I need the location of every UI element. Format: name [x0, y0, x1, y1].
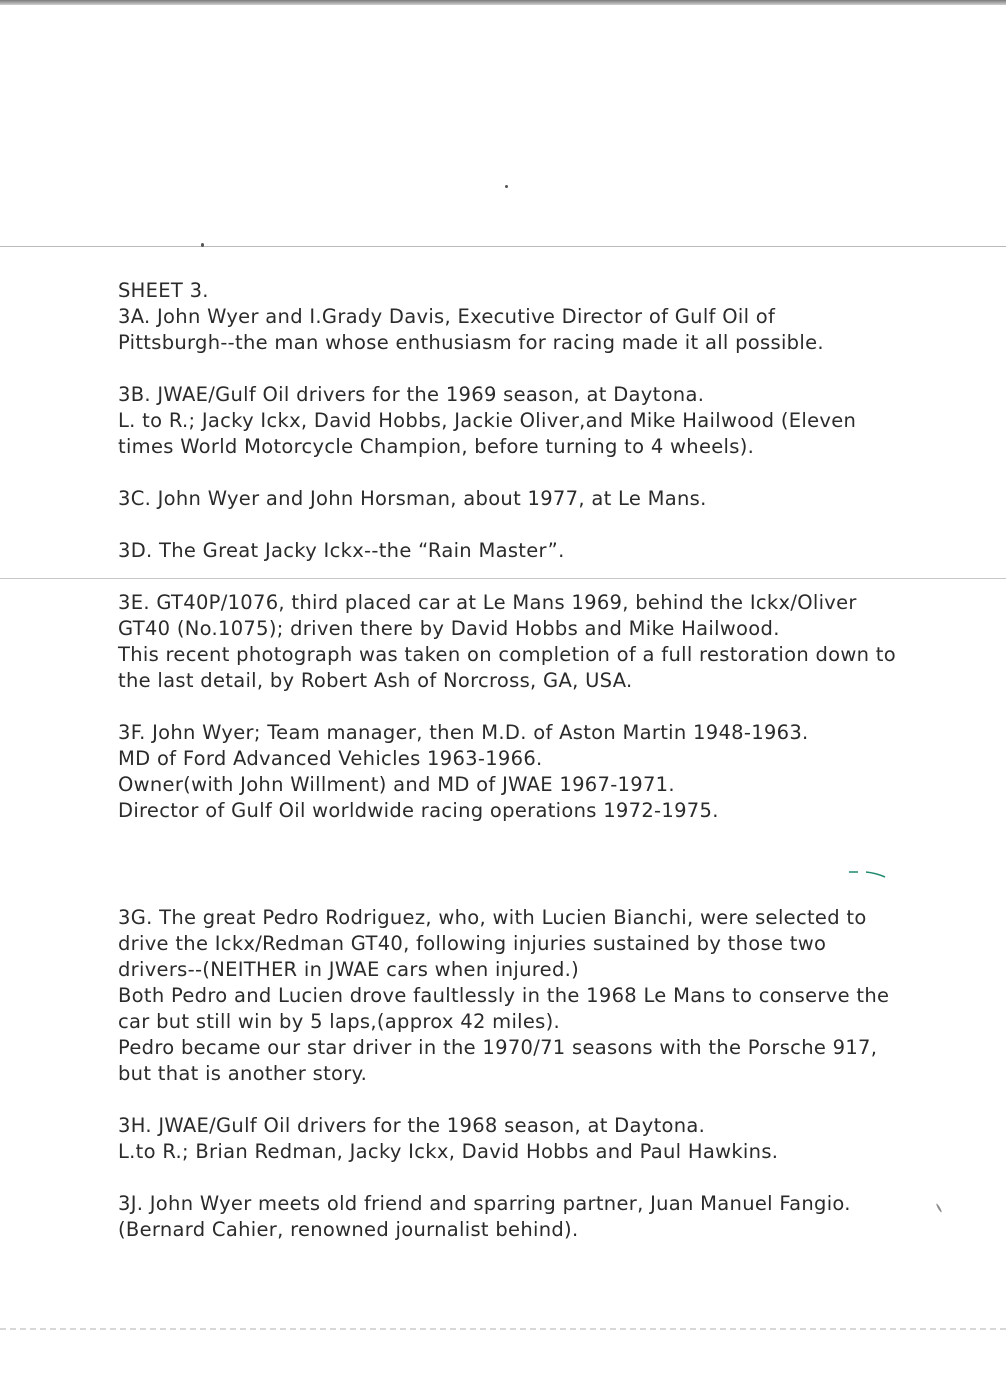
pen-mark-icon	[848, 870, 886, 878]
paper-fold-line	[0, 578, 1006, 579]
caption-3h-line: L.to R.; Brian Redman, Jacky Ickx, David Hobbs and Paul Hawkins.	[118, 1140, 779, 1163]
caption-3d-line: 3D. The Great Jacky Ickx--the “Rain Master”.	[118, 539, 565, 562]
sheet-text-lower	[118, 905, 898, 1243]
sheet-text-middle	[118, 590, 898, 824]
caption-3b-line: L. to R.; Jacky Ickx, David Hobbs, Jackie Oliver,and Mike Hailwood (Eleven	[118, 409, 857, 432]
scan-speck	[505, 185, 508, 188]
caption-3f-line: Owner(with John Willment) and MD of JWAE 1967-1971.	[118, 773, 675, 796]
caption-3g-line: car but still win by 5 laps,(approx 42 miles).	[118, 1010, 561, 1033]
caption-3g-line: drivers--(NEITHER in JWAE cars when injured.)	[118, 958, 580, 981]
caption-3g-line: Both Pedro and Lucien drove faultlessly in the 1968 Le Mans to conserve the	[118, 984, 890, 1007]
caption-3g-line: Pedro became our star driver in the 1970/71 seasons with the Porsche 917,	[118, 1036, 878, 1059]
scan-speck	[936, 1203, 943, 1213]
sheet-title: SHEET 3.	[118, 279, 209, 302]
paper-fold-line	[0, 246, 1006, 247]
caption-3e-line: This recent photograph was taken on completion of a full restoration down to	[118, 643, 896, 666]
caption-3e-line: the last detail, by Robert Ash of Norcross, GA, USA.	[118, 669, 633, 692]
caption-3c-line: 3C. John Wyer and John Horsman, about 1977, at Le Mans.	[118, 487, 707, 510]
caption-3b-line: times World Motorcycle Champion, before turning to 4 wheels).	[118, 435, 755, 458]
caption-3a-line: 3A. John Wyer and I.Grady Davis, Executive Director of Gulf Oil of	[118, 305, 776, 328]
caption-3e-line: GT40 (No.1075); driven there by David Hobbs and Mike Hailwood.	[118, 617, 780, 640]
sheet-text-upper	[118, 278, 898, 564]
caption-3h-line: 3H. JWAE/Gulf Oil drivers for the 1968 season, at Daytona.	[118, 1114, 706, 1137]
caption-3a-line: Pittsburgh--the man whose enthusiasm for racing made it all possible.	[118, 331, 824, 354]
caption-3g-line: 3G. The great Pedro Rodriguez, who, with Lucien Bianchi, were selected to	[118, 906, 867, 929]
caption-3f-line: MD of Ford Advanced Vehicles 1963-1966.	[118, 747, 543, 770]
caption-3f-line: 3F. John Wyer; Team manager, then M.D. of Aston Martin 1948-1963.	[118, 721, 809, 744]
caption-3b-line: 3B. JWAE/Gulf Oil drivers for the 1969 season, at Daytona.	[118, 383, 705, 406]
caption-3f-line: Director of Gulf Oil worldwide racing operations 1972-1975.	[118, 799, 719, 822]
caption-3e-line: 3E. GT40P/1076, third placed car at Le Mans 1969, behind the Ickx/Oliver	[118, 591, 857, 614]
scan-bottom-edge	[0, 1328, 1006, 1330]
scan-speck	[201, 243, 204, 247]
caption-3g-line: but that is another story.	[118, 1062, 368, 1085]
caption-3j-line: 3J. John Wyer meets old friend and sparring partner, Juan Manuel Fangio.	[118, 1192, 851, 1215]
caption-3j-line: (Bernard Cahier, renowned journalist behind).	[118, 1218, 579, 1241]
caption-3g-line: drive the Ickx/Redman GT40, following injuries sustained by those two	[118, 932, 827, 955]
scan-top-edge	[0, 0, 1006, 5]
